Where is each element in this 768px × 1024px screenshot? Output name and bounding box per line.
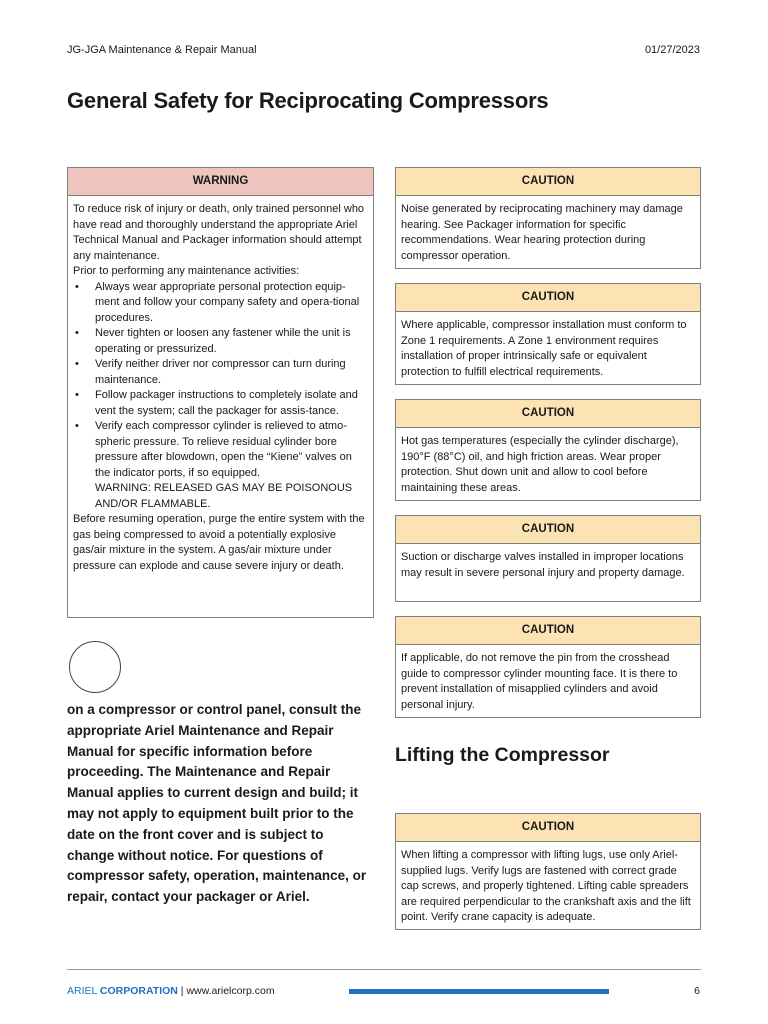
caution-text: Hot gas temperatures (especially the cylinder discharge), 190°F (88°C) oil, and high friction areas. Wear proper protection. Shut down unit and allow to cool before maintaining these areas. [401,435,679,494]
caution-box-noise [395,167,701,269]
warning-bullet: • Verify neither driver nor compressor can turn during maintenance. [73,357,368,388]
caution-heading: CAUTION [396,516,700,544]
warning-box [67,167,374,618]
caution-text: Where applicable, compressor installation must conform to Zone 1 requirements. A Zone 1 environment requires installation of proper intrinsically safe or equivalent protection to fulfill electrical requirements. [401,319,687,378]
caution-text: Noise generated by reciprocating machinery may damage hearing. See Packager information for specific recommendations. Wear hearing protection during compressor operation. [401,203,683,262]
section-title-lifting: Lifting the Compressor [395,744,610,766]
warning-bullet: • Always wear appropriate personal protection equip-ment and follow your company safety and opera-tional procedures. [73,280,368,327]
warning-bullet: • Follow packager instructions to completely isolate and vent the system; call the packager for assis-tance. [73,388,368,419]
caution-heading: CAUTION [396,814,700,842]
footer-brand [67,985,275,997]
footer-url[interactable]: www.arielcorp.com [186,985,275,997]
footer-accent-bar [349,989,609,994]
running-header-manual: JG-JGA Maintenance & Repair Manual [67,44,257,56]
caution-box-zone1 [395,283,701,385]
caution-box-valves [395,515,701,602]
manual-notice-paragraph: on a compressor or control panel, consult the appropriate Ariel Maintenance and Repair Manual for specific information before proceeding. The Maintenance and Repair Manual applies to current design and build; it may not apply to equipment built prior to the date on the front cover and is subject to change without notice. For questions of compressor safety, operation, maintenance, or repair, contact your packager or Ariel. [67,702,367,905]
warning-bullet: • Verify each compressor cylinder is relieved to atmo-spheric pressure. To relieve residual cylinder bore pressure after blowdown, open the “Kiene” valves on the indicator ports, if so equipped. [73,419,368,481]
footer-separator: | [180,985,184,997]
warning-heading: WARNING [68,168,373,196]
brand-corporation: CORPORATION [99,985,178,997]
caution-heading: CAUTION [396,617,700,645]
footer-divider [67,969,701,970]
page-title: General Safety for Reciprocating Compressors [67,88,549,113]
warning-prior: Prior to performing any maintenance activities: [73,265,300,277]
page-number: 6 [694,985,700,997]
caution-heading: CAUTION [396,284,700,312]
warning-body [68,196,373,580]
caution-box-crosshead-pin [395,616,701,718]
caution-heading: CAUTION [396,400,700,428]
brand-ariel: ARIEL [67,985,97,997]
caution-box-lifting [395,813,701,930]
caution-box-hot-gas [395,399,701,501]
warning-intro: To reduce risk of injury or death, only trained personnel who have read and thoroughly understand the appropriate Ariel Technical Manual and Packager information should attempt any maintenance. [73,203,365,262]
caution-text: Suction or discharge valves installed in improper locations may result in severe personal injury and property damage. [401,551,685,579]
running-header-date: 01/27/2023 [644,44,700,56]
caution-text: If applicable, do not remove the pin from the crosshead guide to compressor cylinder mounting face. It is there to prevent installation of misapplied cylinders and avoid personal injury. [401,652,678,711]
caution-text: When lifting a compressor with lifting lugs, use only Ariel-supplied lugs. Verify lugs are fastened with correct grade cap screws, and properly tightened. Lifting cable spreaders are required perpendicular to the crankshaft axis and the lift point. Verify crane capacity is adequate. [401,849,691,923]
warning-bullet-list [73,280,368,482]
warning-bullet: • Never tighten or loosen any fastener while the unit is operating or pressurized. [73,326,368,357]
warning-gas-note: WARNING: RELEASED GAS MAY BE POISONOUS AND/OR FLAMMABLE. [95,482,353,510]
safety-symbol-circle-icon [69,641,121,693]
warning-closing: Before resuming operation, purge the entire system with the gas being compressed to avoid a potentially explosive gas/air mixture in the system. A gas/air mixture under pressure can explode and cause severe injury or death. [73,513,365,572]
caution-heading: CAUTION [396,168,700,196]
